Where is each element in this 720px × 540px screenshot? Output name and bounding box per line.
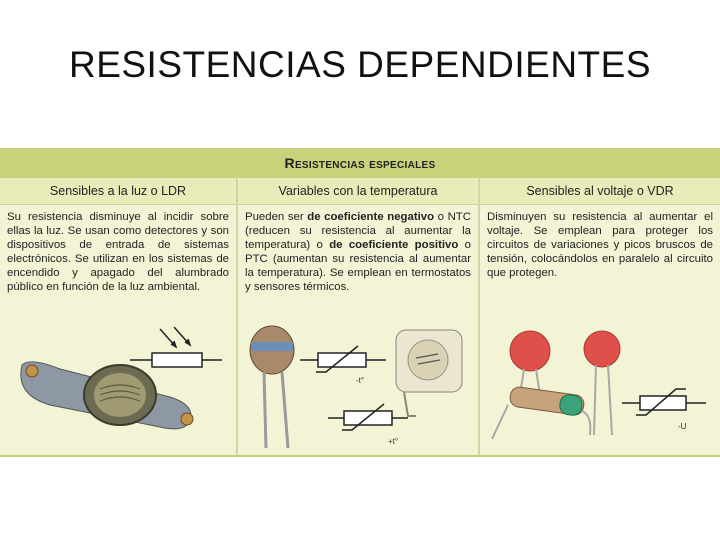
special-resistors-panel [0, 148, 720, 457]
ntc-symbol-icon [300, 346, 386, 372]
slide-title: RESISTENCIAS DEPENDIENTES [68, 44, 651, 85]
column-text-temperature: Pueden ser de coeficiente negativo o NTC (reducen su resistencia al aumentar la temperatura) o de coeficiente positivo o PTC (aumentan su resistencia al aumentar la temperatura). Se emplean en termostatos y sensores térmicos. [245, 211, 472, 293]
ntc-symbol-label: -t° [356, 376, 365, 385]
column-heading-vdr: Sensibles al voltaje o VDR [480, 178, 720, 205]
vdr-component-image-1 [510, 331, 550, 395]
panel-title: Resistencias especiales [284, 155, 436, 171]
vdr-component-image-3 [492, 386, 590, 439]
ldr-illustration [0, 325, 236, 455]
column-text-vdr: Disminuyen su resistencia al aumentar el voltaje. Se emplean para proteger los circuitos de variaciones y picos bruscos de tensión, colocándolos en paralelo al circuito que protegen. [487, 211, 713, 279]
ptc-symbol-icon [328, 404, 408, 430]
column-text-ldr: Su resistencia disminuye al incidir sobre ellas la luz. Se usan como detectores y son dispositivos de entrada de sistemas electrónicos. Se utilizan en los sistemas de encendido y apagado del alumbrado público en función de la luz ambiental. [7, 211, 229, 293]
vdr-symbol-icon [622, 389, 706, 415]
column-heading-temperature: Variables con la temperatura [238, 178, 478, 205]
panel-header [0, 150, 720, 178]
ptc-component-image [396, 330, 462, 416]
ptc-symbol-label: +t° [388, 437, 399, 446]
ldr-component-image [21, 362, 193, 429]
column-heading-ldr: Sensibles a la luz o LDR [0, 178, 236, 205]
column-ldr [0, 178, 238, 455]
ntc-component-image [250, 326, 294, 448]
ldr-symbol-icon [130, 327, 222, 367]
thermistor-illustration [238, 320, 478, 455]
column-ntc-ptc [238, 178, 480, 455]
vdr-illustration [480, 315, 720, 455]
column-vdr [480, 178, 720, 455]
vdr-symbol-label: -U [678, 422, 687, 431]
